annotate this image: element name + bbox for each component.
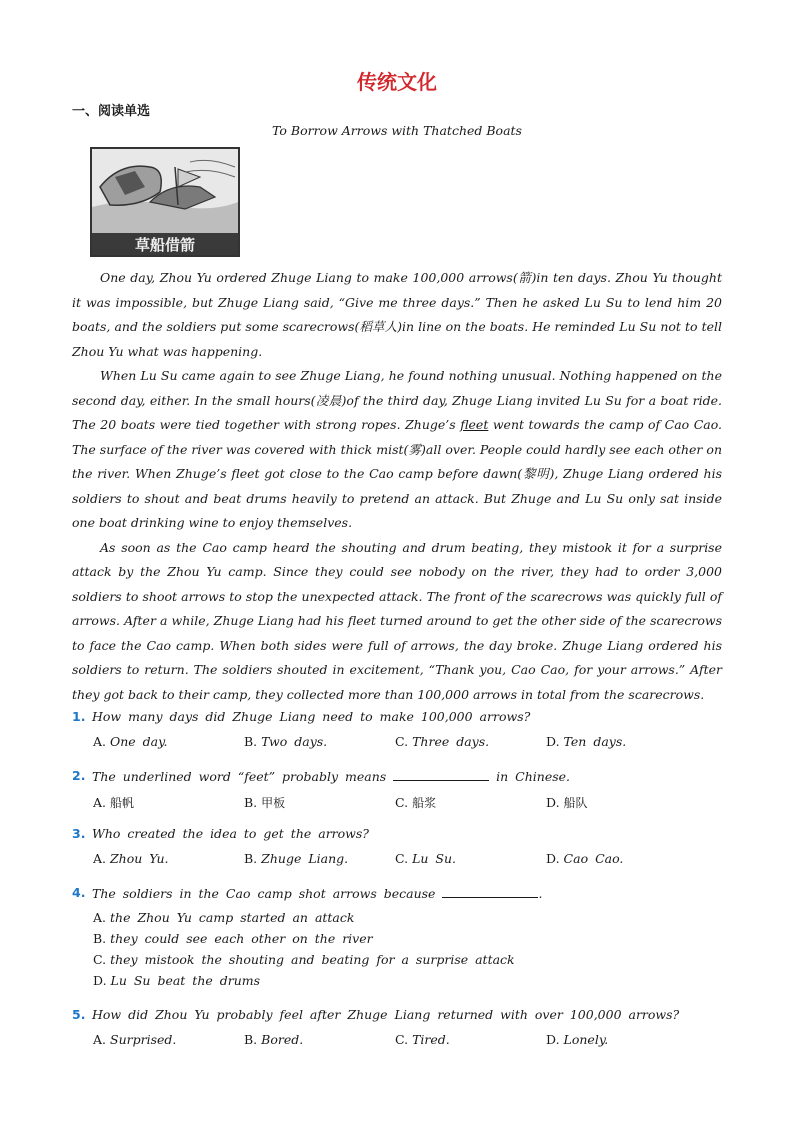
question-text: Who created the idea to get the arrows? [92,826,369,841]
option-a[interactable]: A. the Zhou Yu camp started an attack [93,910,355,925]
option-d[interactable]: D. Lu Su beat the drums [93,973,261,988]
answer-blank[interactable] [442,885,538,898]
option-a[interactable]: A. Zhou Yu. [93,851,169,866]
option-b[interactable]: B. 甲板 [244,795,286,810]
answer-blank[interactable] [393,768,489,781]
question-2 [72,768,732,811]
option-d[interactable]: D. Cao Cao. [546,851,624,866]
question-3 [72,826,732,866]
option-b[interactable]: B. Zhuge Liang. [244,851,349,866]
option-c[interactable]: C. 船浆 [395,795,437,810]
option-d[interactable]: D. 船队 [546,795,588,810]
option-b[interactable]: B. they could see each other on the river [93,931,373,946]
option-c[interactable]: C. they mistook the shouting and beating for a surprise attack [93,952,515,967]
option-a[interactable]: A. 船帆 [93,795,135,810]
paragraph-1: One day, Zhou Yu ordered Zhuge Liang to make 100,000 arrows(箭)in ten days. Zhou Yu thought it was impossible, but Zhuge Liang said, “Give me three days.” Then he asked Lu Su to lend him 20 boats, and the soldiers put some scarecrows(稻草人)in line on the boats. He reminded Lu Su not to tell Zhou Yu what was happening. [72,270,722,359]
option-c[interactable]: C. Three days. [395,734,490,749]
question-number: 5. [72,1007,86,1022]
option-a[interactable]: A. One day. [93,734,168,749]
question-text: The underlined word “feet” probably means in Chinese. [92,769,571,784]
reading-passage [72,266,722,707]
question-number: 1. [72,709,86,724]
question-number: 3. [72,826,86,841]
question-4 [72,885,732,991]
question-number: 4. [72,885,86,900]
page-title: 传统文化 [357,70,437,94]
question-5 [72,1007,732,1047]
option-c[interactable]: C. Lu Su. [395,851,456,866]
passage-title: To Borrow Arrows with Thatched Boats [272,123,522,138]
option-b[interactable]: B. Two days. [244,734,328,749]
illustration-caption: 草船借箭 [134,236,196,254]
question-text: How did Zhou Yu probably feel after Zhuge Liang returned with over 100,000 arrows? [92,1007,680,1022]
paragraph-3: As soon as the Cao camp heard the shouting and drum beating, they mistook it for a surprise attack by the Zhou Yu camp. Since they could see nobody on the river, they had to order 3,000 soldiers to shoot arrows to stop the unexpected attack. The front of the scarecrows was quickly full of arrows. After a while, Zhuge Liang had his fleet turned around to get the other side of the scarecrows to face the Cao camp. When both sides were full of arrows, the day broke. Zhuge Liang ordered his soldiers to return. The soldiers shouted in excitement, “Thank you, Cao Cao, for your arrows.” After they got back to their camp, they collected more than 100,000 arrows in total from the scarecrows. [72,539,722,702]
question-number: 2. [72,768,86,783]
option-b[interactable]: B. Bored. [244,1032,304,1047]
option-d[interactable]: D. Lonely. [546,1032,609,1047]
story-illustration [90,147,240,257]
paragraph-2: When Lu Su came again to see Zhuge Liang, he found nothing unusual. Nothing happened on the second day, either. In the small hours(凌晨)of the third day, Zhuge Liang invited Lu Su for a boat ride. The 20 boats were tied together with strong ropes. Zhuge’s fleet went towards the camp of Cao Cao. The surface of the river was covered with thick mist(雾)all over. People could hardly see each other on the river. When Zhuge’s fleet got close to the Cao camp before dawn(黎明), Zhuge Liang ordered his soldiers to shout and beat drums heavily to pretend an attack. But Zhuge and Lu Su only sat inside one boat drinking wine to enjoy themselves. [72,368,722,530]
option-a[interactable]: A. Surprised. [93,1032,177,1047]
question-1 [72,709,732,749]
question-text: How many days did Zhuge Liang need to make 100,000 arrows? [92,709,531,724]
option-d[interactable]: D. Ten days. [546,734,627,749]
underlined-word: fleet [460,417,489,432]
option-c[interactable]: C. Tired. [395,1032,450,1047]
section-heading: 一、阅读单选 [72,104,151,119]
question-text: The soldiers in the Cao camp shot arrows because . [92,886,543,901]
